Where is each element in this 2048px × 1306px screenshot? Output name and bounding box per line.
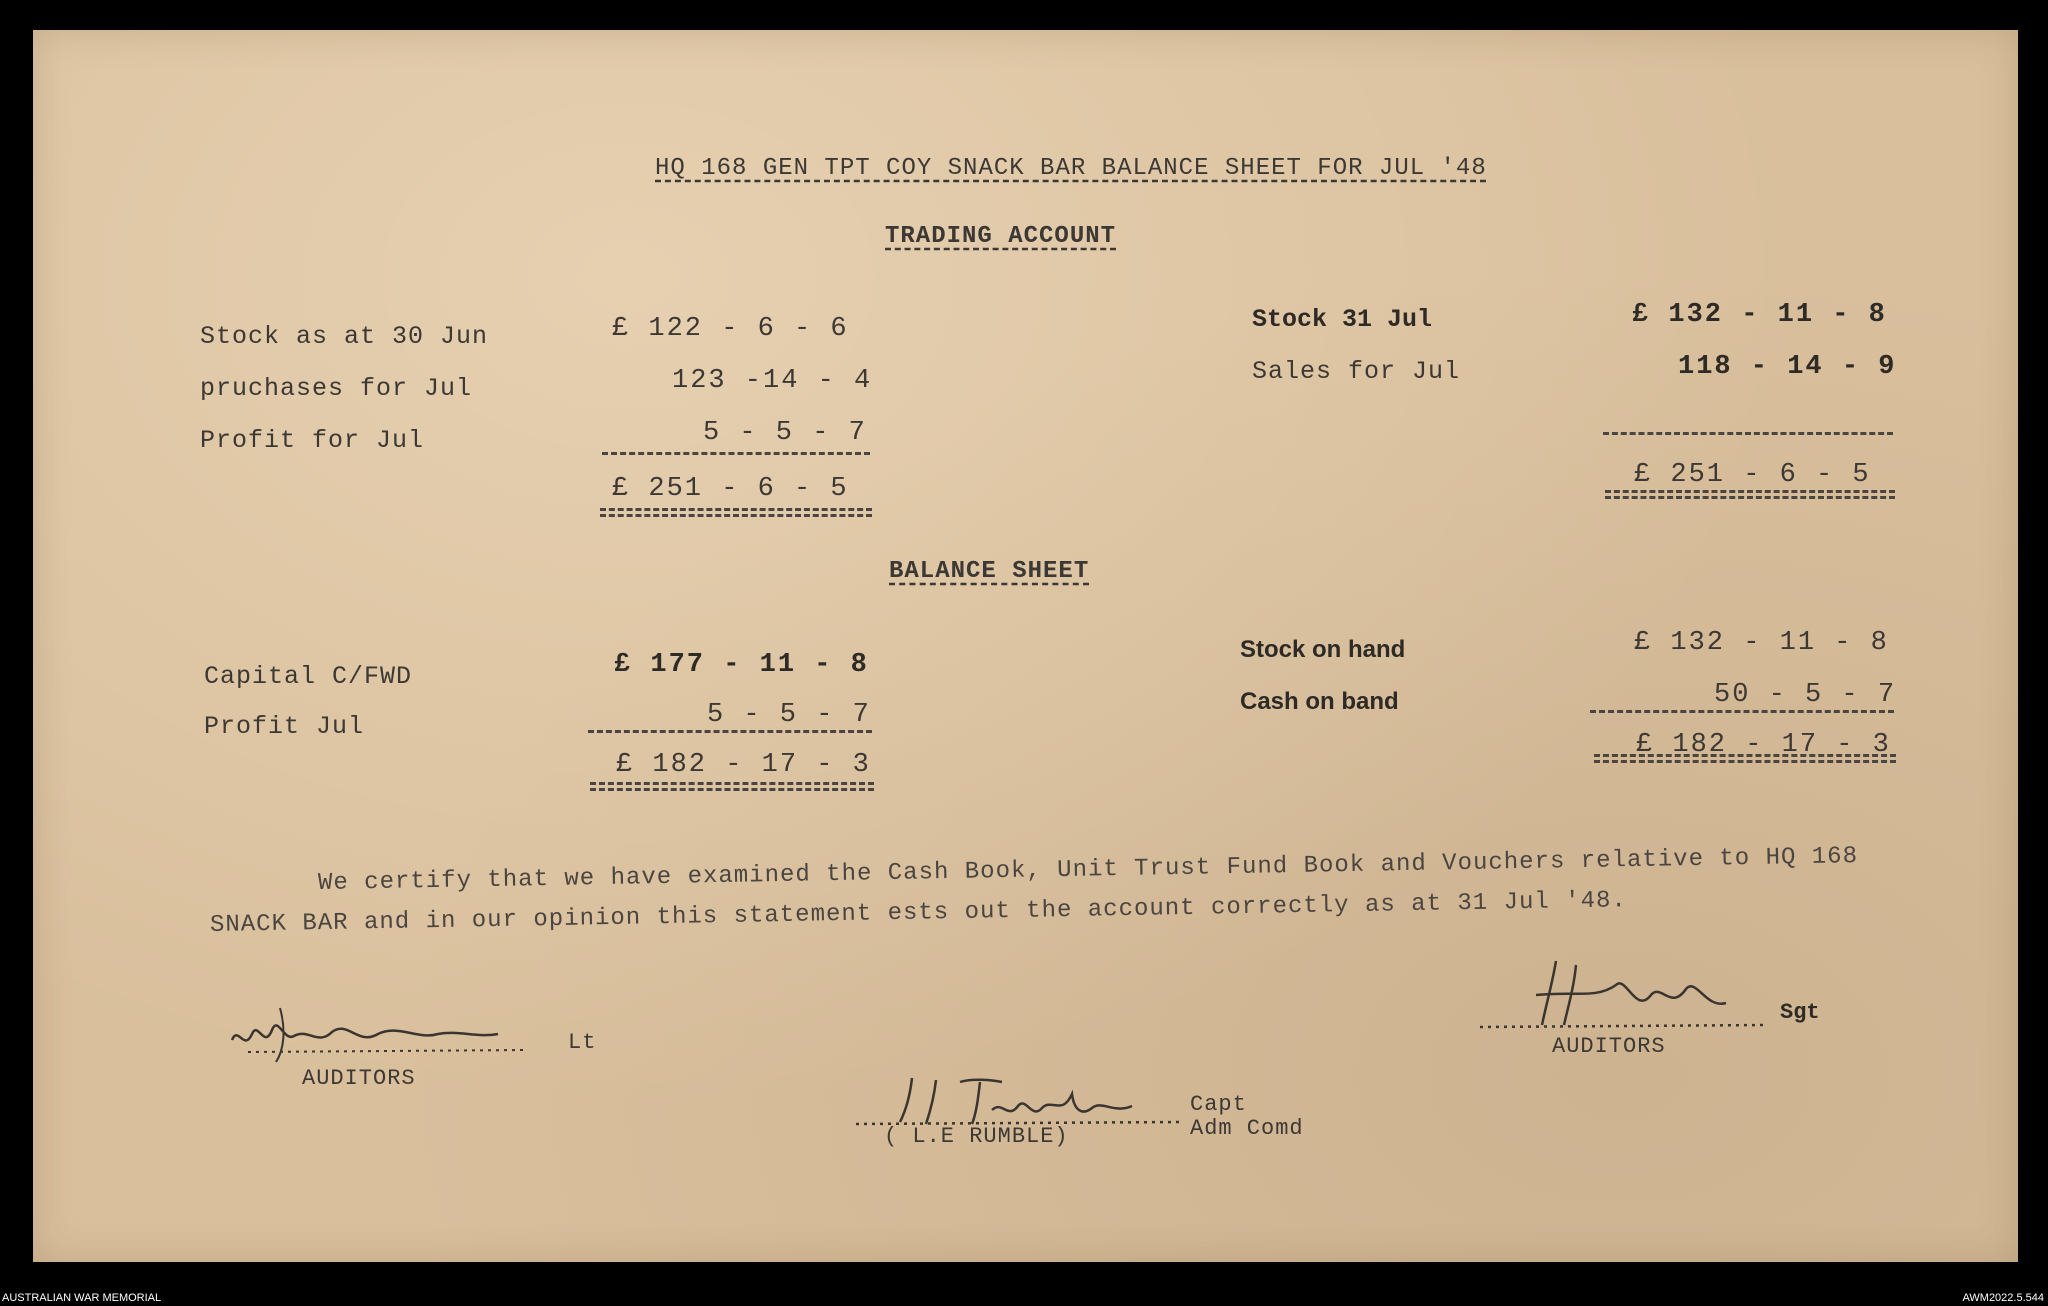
- trading-account-heading: TRADING ACCOUNT: [885, 223, 1117, 250]
- commanding-officer-signature: [852, 1070, 1192, 1130]
- balance-left-label-2: Profit Jul: [204, 712, 365, 741]
- left-auditor-signature: [228, 1000, 568, 1070]
- balance-sheet-heading: BALANCE SHEET: [889, 558, 1090, 585]
- left-auditor-role: AUDITORS: [302, 1066, 416, 1091]
- trading-left-amount-1: £ 122 - 6 - 6: [612, 314, 849, 344]
- balance-left-amount-1: £ 177 - 11 - 8: [614, 650, 869, 680]
- commanding-officer-rank: Capt: [1190, 1092, 1247, 1117]
- trading-left-amount-3: 5 - 5 - 7: [703, 418, 867, 448]
- footer-accession-number: AWM2022.5.544: [1962, 1292, 2044, 1304]
- balance-left-label-1: Capital C/FWD: [204, 662, 413, 691]
- trading-right-total: £ 251 - 6 - 5: [1634, 460, 1871, 490]
- trading-left-amount-2: 123 -14 - 4: [672, 366, 873, 396]
- balance-right-total: £ 182 - 17 - 3: [1636, 730, 1891, 760]
- commanding-officer-role: Adm Comd: [1190, 1116, 1304, 1141]
- trading-left-subtotal-rule: [602, 452, 870, 455]
- footer-institution: AUSTRALIAN WAR MEMORIAL: [2, 1292, 162, 1304]
- balance-right-label-2: Cash on band: [1240, 688, 1399, 715]
- trading-right-amount-2: 118 - 14 - 9: [1678, 352, 1897, 382]
- commanding-officer-name: ( L.E RUMBLE): [884, 1124, 1069, 1149]
- trading-left-total: £ 251 - 6 - 5: [612, 474, 849, 504]
- right-auditor-signature: [1476, 955, 1796, 1035]
- balance-left-subtotal-rule: [588, 730, 872, 733]
- right-auditor-role: AUDITORS: [1552, 1034, 1666, 1059]
- balance-right-label-1: Stock on hand: [1240, 636, 1406, 663]
- trading-left-label-1: Stock as at 30 Jun: [200, 322, 489, 351]
- right-auditor-rank: Sgt: [1780, 1000, 1820, 1025]
- balance-left-total: £ 182 - 17 - 3: [616, 750, 871, 780]
- left-auditor-rank: Lt: [568, 1030, 597, 1055]
- certification-line-2: SNACK BAR and in our opinion this statement ests out the account correctly as at 31 Jul '48.: [209, 887, 1628, 939]
- trading-right-label-1: Stock 31 Jul: [1252, 305, 1433, 334]
- trading-left-label-2: pruchases for Jul: [200, 374, 473, 403]
- balance-right-total-rule: [1594, 754, 1896, 763]
- balance-left-amount-2: 5 - 5 - 7: [707, 700, 871, 730]
- trading-left-label-3: Profit for Jul: [200, 426, 425, 455]
- trading-right-amount-1: £ 132 - 11 - 8: [1632, 300, 1887, 330]
- trading-right-label-2: Sales for Jul: [1252, 357, 1461, 386]
- trading-right-subtotal-rule: [1603, 432, 1893, 435]
- trading-right-total-rule: [1605, 490, 1895, 499]
- certification-line-1: We certify that we have examined the Cash Book, Unit Trust Fund Book and Vouchers relative to HQ 168: [317, 843, 1859, 897]
- balance-right-amount-2: 50 - 5 - 7: [1714, 680, 1897, 710]
- balance-right-subtotal-rule: [1590, 710, 1894, 713]
- trading-left-total-rule: [600, 508, 872, 517]
- balance-left-total-rule: [590, 782, 874, 791]
- balance-right-amount-1: £ 132 - 11 - 8: [1634, 628, 1889, 658]
- document-title: HQ 168 GEN TPT COY SNACK BAR BALANCE SHEET FOR JUL '48: [655, 155, 1487, 182]
